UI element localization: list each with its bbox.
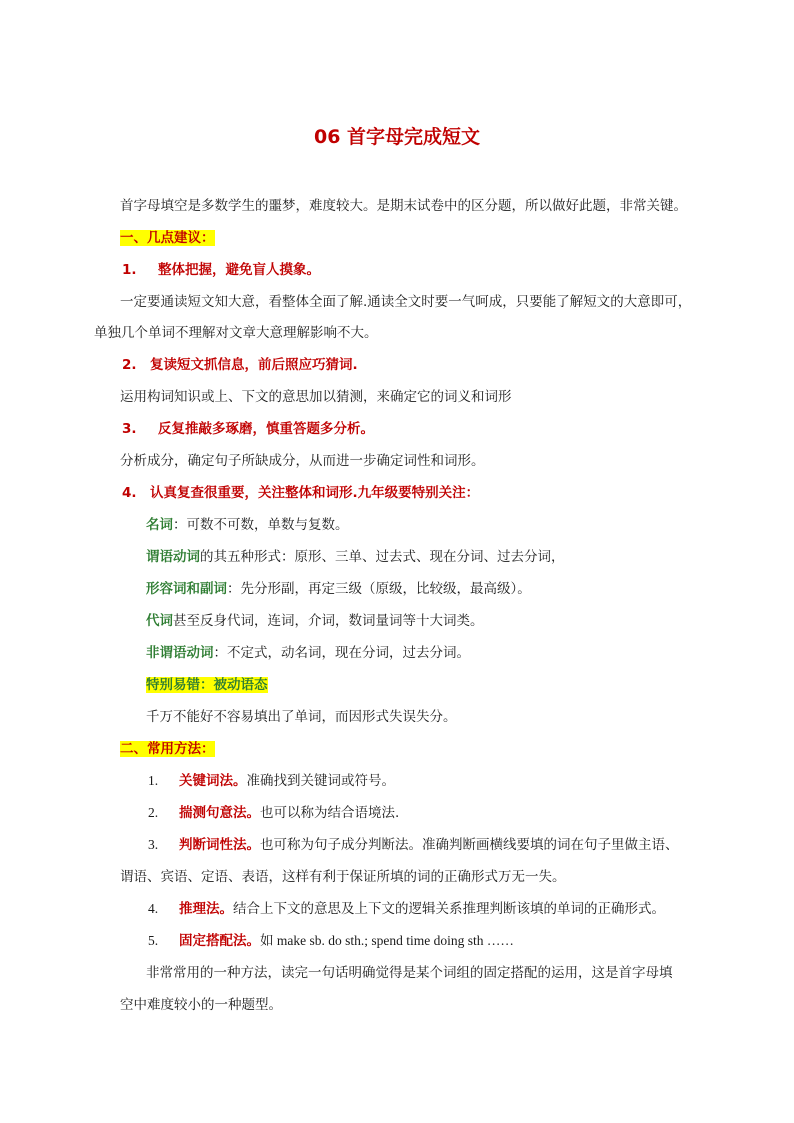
- special-label: 特别易错：被动语态: [146, 677, 268, 693]
- advice-item-4: [122, 483, 479, 503]
- method-item-3: [148, 835, 679, 855]
- method-desc: 结合上下文的意思及上下文的逻辑关系推理判断该填的单词的正确形式。: [233, 901, 665, 917]
- note-label: 非谓语动词: [146, 645, 214, 661]
- advice-number: 3.: [122, 421, 137, 437]
- advice-body-line: 单独几个单词不理解对文章大意理解影响不大。: [94, 325, 378, 341]
- method-desc: 也可称为句子成分判断法。准确判断画横线要填的词在句子里做主语、: [260, 837, 679, 853]
- note-label: 谓语动词: [146, 549, 200, 565]
- section1-heading: [120, 228, 215, 248]
- advice-number: 1.: [122, 262, 137, 278]
- advice-title: 反复推敲多琢磨，慎重答题多分析。: [158, 421, 374, 437]
- section2-heading: [120, 739, 215, 759]
- advice-item-1: [122, 260, 320, 280]
- note-text: ：可数不可数，单数与复数。: [173, 517, 349, 533]
- method-number: 2.: [148, 805, 159, 820]
- method-number: 5.: [148, 933, 159, 948]
- section1-heading-text: 一、几点建议：: [120, 230, 215, 246]
- method-continuation: 谓语、宾语、定语、表语，这样有利于保证所填的词的正确形式万无一失。: [120, 869, 566, 885]
- note-text: 甚至反身代词，连词，介词，数词量词等十大词类。: [173, 613, 484, 629]
- note-label: 名词: [146, 517, 173, 533]
- method-name: 揣测句意法。: [179, 805, 260, 821]
- advice-number: 2.: [122, 357, 137, 373]
- advice-title: 复读短文抓信息，前后照应巧猜词.: [150, 357, 358, 373]
- advice-item-2: [122, 355, 358, 375]
- advice-item-3: [122, 419, 374, 439]
- method-number: 1.: [148, 773, 159, 788]
- advice-body-line: 一定要通读短文知大意，看整体全面了解.通读全文时要一气呵成，只要能了解短文的大意即可，: [120, 294, 692, 310]
- note-text: ：不定式，动名词，现在分词，过去分词。: [213, 645, 470, 661]
- note-text: ：先分形副，再定三级（原级，比较级，最高级）。: [227, 581, 531, 597]
- note-label: 代词: [146, 613, 173, 629]
- method-name: 判断词性法。: [179, 837, 260, 853]
- advice-number: 4.: [122, 485, 137, 501]
- special-note: [146, 675, 268, 695]
- note-label: 形容词和副词: [146, 581, 227, 597]
- note-line: [146, 611, 484, 631]
- method-name: 关键词法。: [179, 773, 247, 789]
- method-item-1: [148, 771, 395, 791]
- section2-heading-text: 二、常用方法：: [120, 741, 215, 757]
- method-desc: 准确找到关键词或符号。: [246, 773, 395, 789]
- closing-line: 非常常用的一种方法，读完一句话明确觉得是某个词组的固定搭配的运用，这是首字母填: [146, 965, 673, 981]
- method-number: 4.: [148, 901, 159, 916]
- note-text: 的其五种形式：原形、三单、过去式、现在分词、过去分词，: [200, 549, 565, 565]
- method-item-2: [148, 803, 399, 823]
- advice-body-line: 分析成分，确定句子所缺成分，从而进一步确定词性和词形。: [120, 453, 485, 469]
- method-name: 固定搭配法。: [179, 933, 260, 949]
- advice-body-line: 运用构词知识或上、下文的意思加以猜测，来确定它的词义和词形: [120, 389, 512, 405]
- note-line: [146, 579, 531, 599]
- method-item-5: [148, 931, 514, 951]
- intro-paragraph: 首字母填空是多数学生的噩梦，难度较大。是期末试卷中的区分题，所以做好此题，非常关键。: [120, 198, 687, 214]
- method-number: 3.: [148, 837, 159, 852]
- method-desc: 也可以称为结合语境法.: [260, 805, 400, 821]
- note-line: [146, 515, 349, 535]
- special-text: 千万不能好不容易填出了单词，而因形式失误失分。: [146, 709, 457, 725]
- page-title: 06 首字母完成短文: [313, 126, 481, 148]
- method-desc: 如 make sb. do sth.; spend time doing sth ……: [260, 933, 514, 948]
- advice-title: 认真复查很重要，关注整体和词形.九年级要特别关注：: [150, 485, 480, 501]
- advice-title: 整体把握，避免盲人摸象。: [158, 262, 320, 278]
- closing-line: 空中难度较小的一种题型。: [120, 997, 282, 1013]
- note-line: [146, 547, 565, 567]
- method-item-4: [148, 899, 665, 919]
- note-line: [146, 643, 470, 663]
- method-name: 推理法。: [179, 901, 233, 917]
